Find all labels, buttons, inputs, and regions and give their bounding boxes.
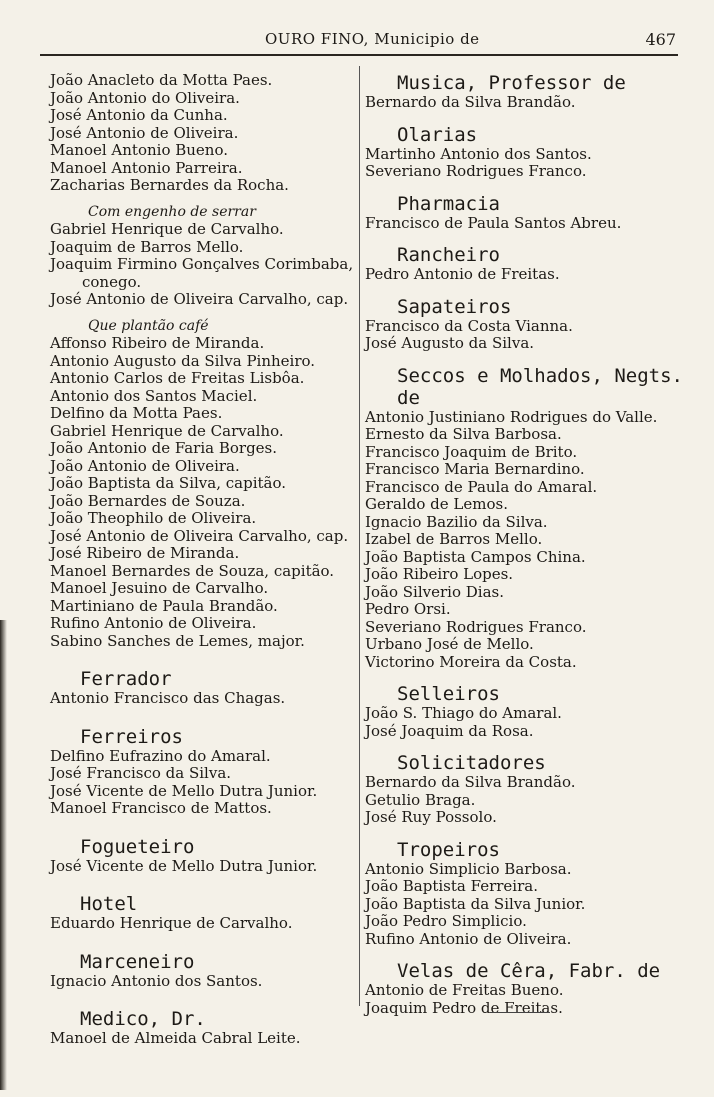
directory-entry: Geraldo de Lemos.	[365, 495, 508, 513]
section-heading: Selleiros	[397, 683, 500, 705]
directory-section	[50, 836, 356, 876]
directory-section	[365, 839, 689, 949]
directory-entry: Bernardo da Silva Brandão.	[365, 93, 576, 111]
directory-entry: João Bernardes de Souza.	[50, 491, 246, 510]
directory-entry: José Ribeiro de Miranda.	[50, 544, 240, 562]
directory-entry: Manoel Antonio Parreira.	[50, 158, 243, 177]
directory-entry: conego.	[82, 272, 142, 291]
section-heading: Rancheiro	[397, 244, 500, 266]
directory-entry: Manoel Jesuino de Carvalho.	[50, 579, 269, 597]
directory-entry: Antonio dos Santos Maciel.	[50, 386, 258, 405]
section-heading: Velas de Cêra, Fabr. de	[397, 960, 661, 982]
directory-entry: João Antonio de Faria Borges.	[50, 439, 278, 457]
directory-entry: João Baptista da Silva, capitão.	[50, 474, 287, 492]
directory-section	[365, 365, 689, 672]
directory-entry: Manoel de Almeida Cabral Leite.	[50, 1029, 301, 1047]
directory-entry: José Vicente de Mello Dutra Junior.	[50, 856, 318, 875]
directory-entry: Pedro Antonio de Freitas.	[365, 265, 560, 283]
section-heading: Fogueteiro	[80, 835, 195, 858]
section-heading: Solicitadores	[397, 752, 546, 774]
directory-entry: José Vicente de Mello Dutra Junior.	[50, 781, 318, 800]
header-rule	[40, 54, 678, 56]
section-heading: Tropeiros	[397, 838, 500, 861]
directory-entry: João Theophilo de Oliveira.	[50, 509, 257, 527]
directory-section	[50, 951, 356, 991]
directory-entry: Izabel de Barros Mello.	[365, 530, 543, 548]
directory-section	[365, 296, 689, 353]
directory-entry: Antonio Simplicio Barbosa.	[365, 859, 572, 878]
directory-entry: João Antonio do Oliveira.	[50, 88, 240, 107]
directory-section	[365, 72, 689, 112]
directory-section	[365, 244, 689, 284]
directory-entry: Rufino Antonio de Oliveira.	[365, 929, 572, 948]
directory-entry: Francisco Joaquim de Brito.	[365, 442, 578, 461]
directory-section	[50, 204, 356, 309]
directory-entry: José Ruy Possolo.	[365, 808, 497, 826]
directory-entry: Urbano José de Mello.	[365, 635, 534, 653]
directory-entry: Manoel Antonio Bueno.	[50, 141, 229, 159]
directory-entry: José Francisco da Silva.	[50, 764, 232, 782]
directory-entry: João Ribeiro Lopes.	[365, 565, 514, 583]
directory-entry: Rufino Antonio de Oliveira.	[50, 614, 257, 632]
directory-entry: Pedro Orsi.	[365, 600, 451, 618]
section-heading: Pharmacia	[397, 192, 500, 215]
page-header	[40, 30, 684, 52]
directory-entry: Severiano Rodrigues Franco.	[365, 617, 587, 636]
directory-entry: Delfino Eufrazino do Amaral.	[50, 746, 271, 765]
directory-entry: Antonio Justiniano Rodrigues do Valle.	[365, 407, 658, 426]
binding-shadow	[0, 620, 7, 1090]
directory-entry: Bernardo da Silva Brandão.	[365, 773, 576, 791]
directory-entry: João Antonio de Oliveira.	[50, 456, 240, 475]
directory-section	[50, 726, 356, 818]
directory-section	[50, 72, 356, 195]
directory-entry: João Anacleto da Motta Paes.	[50, 71, 273, 89]
section-heading: Ferrador	[80, 668, 172, 690]
directory-entry: João Silverio Dias.	[365, 582, 505, 601]
directory-entry: João S. Thiago do Amaral.	[365, 704, 562, 722]
directory-entry: Ernesto da Silva Barbosa.	[365, 425, 562, 443]
directory-entry: José Joaquim da Rosa.	[365, 721, 534, 740]
column-divider	[359, 66, 360, 1006]
directory-entry: Joaquim Firmino Gonçalves Corimbaba,	[50, 255, 354, 273]
directory-entry: João Baptista da Silva Junior.	[365, 894, 586, 913]
directory-entry: Eduardo Henrique de Carvalho.	[50, 914, 293, 932]
directory-entry: José Antonio de Oliveira Carvalho, cap.	[50, 290, 349, 308]
directory-entry: João Pedro Simplicio.	[365, 912, 527, 930]
directory-entry: Martiniano de Paula Brandão.	[50, 596, 278, 615]
right-column	[365, 72, 689, 1017]
directory-section	[365, 683, 689, 740]
directory-section	[50, 1008, 356, 1048]
directory-entry: Joaquim Pedro de Freitas.	[365, 998, 563, 1017]
directory-section	[50, 893, 356, 933]
directory-entry: Antonio de Freitas Bueno.	[365, 981, 564, 999]
directory-entry: Severiano Rodrigues Franco.	[365, 162, 587, 180]
directory-entry: Martinho Antonio dos Santos.	[365, 144, 592, 163]
directory-entry: José Antonio de Oliveira.	[50, 123, 239, 142]
directory-entry: Francisco Maria Bernardino.	[365, 460, 585, 478]
directory-entry: João Baptista Campos China.	[365, 547, 586, 566]
directory-section	[365, 124, 689, 181]
end-rule	[490, 1012, 550, 1013]
section-heading: Seccos e Molhados, Negts. de	[397, 364, 683, 409]
directory-entry: Manoel Bernardes de Souza, capitão.	[50, 561, 335, 580]
directory-entry: Francisco de Paula do Amaral.	[365, 477, 598, 496]
section-heading: Ferreiros	[80, 725, 183, 748]
directory-entry: Joaquim de Barros Mello.	[50, 237, 244, 256]
section-subheading: Com engenho de serrar	[88, 203, 256, 220]
directory-entry: Gabriel Henrique de Carvalho.	[50, 220, 284, 238]
directory-entry: José Antonio da Cunha.	[50, 106, 228, 124]
section-heading: Sapateiros	[397, 295, 512, 318]
running-head: OURO FINO, Municipio de	[265, 30, 480, 48]
section-heading: Olarias	[397, 123, 478, 146]
left-column	[50, 72, 356, 1048]
directory-entry: José Augusto da Silva.	[365, 334, 535, 352]
directory-section	[365, 752, 689, 827]
section-subheading: Que plantão café	[88, 317, 209, 334]
section-heading: Medico, Dr.	[80, 1008, 206, 1030]
directory-entry: Manoel Francisco de Mattos.	[50, 799, 272, 817]
page-number: 467	[645, 30, 676, 49]
directory-section	[365, 193, 689, 233]
directory-entry: Zacharias Bernardes da Rocha.	[50, 176, 289, 194]
directory-section	[50, 318, 356, 651]
section-heading: Marceneiro	[80, 950, 195, 973]
section-heading: Hotel	[80, 893, 138, 915]
directory-entry: Delfino da Motta Paes.	[50, 404, 223, 422]
directory-entry: Ignacio Bazilio da Silva.	[365, 512, 548, 531]
directory-entry: João Baptista Ferreira.	[365, 877, 538, 895]
directory-entry: Getulio Braga.	[365, 790, 476, 809]
directory-entry: Antonio Carlos de Freitas Lisbôa.	[50, 369, 305, 387]
directory-entry: Sabino Sanches de Lemes, major.	[50, 631, 305, 650]
directory-entry: Francisco de Paula Santos Abreu.	[365, 213, 622, 232]
directory-entry: Gabriel Henrique de Carvalho.	[50, 421, 284, 440]
section-heading: Musica, Professor de	[397, 72, 626, 94]
directory-entry: Victorino Moreira da Costa.	[365, 652, 577, 671]
directory-entry: Ignacio Antonio dos Santos.	[50, 971, 263, 990]
directory-entry: Affonso Ribeiro de Miranda.	[50, 334, 265, 352]
directory-section	[365, 960, 689, 1017]
directory-entry: Antonio Francisco das Chagas.	[50, 689, 286, 707]
directory-entry: Francisco da Costa Vianna.	[365, 316, 573, 335]
directory-entry: José Antonio de Oliveira Carvalho, cap.	[50, 526, 349, 545]
directory-entry: Antonio Augusto da Silva Pinheiro.	[50, 351, 316, 370]
directory-section	[50, 668, 356, 708]
